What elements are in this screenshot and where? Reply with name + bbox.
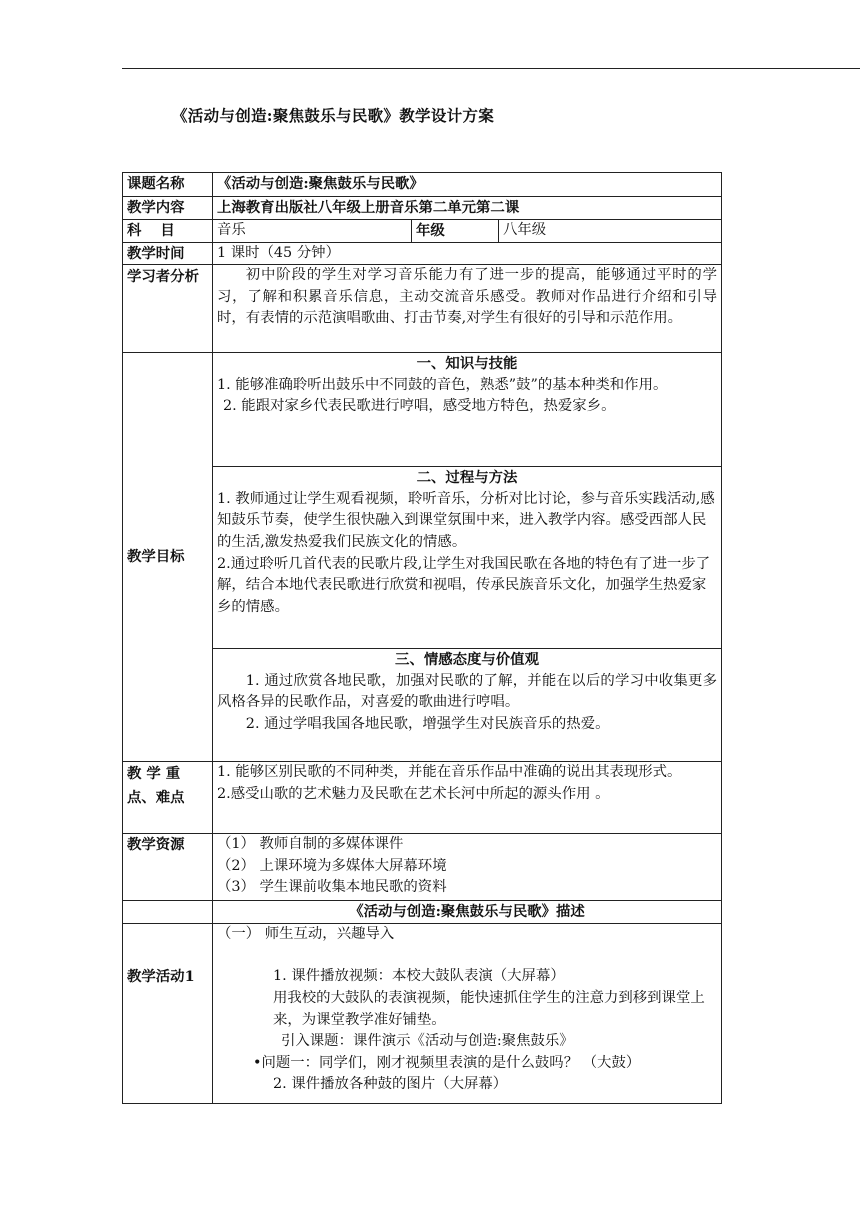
- goals-knowledge: [213, 353, 722, 467]
- resources-label: 教学资源: [123, 834, 213, 901]
- goals-process: [213, 467, 722, 649]
- learner-label: 学习者分析: [123, 265, 213, 353]
- subject-value: 音乐: [213, 219, 412, 242]
- activity1-content: [213, 923, 722, 1103]
- content-label: 教学内容: [123, 197, 213, 220]
- key-points-value: [213, 762, 722, 834]
- lesson-plan-table: [122, 172, 722, 1104]
- activity1-spacer: [217, 945, 717, 966]
- header-rule: [122, 68, 860, 69]
- goals-process-p2: 2.通过聆听几首代表的民歌片段,让学生对我国民歌在各地的特色有了进一步了解，结合本地代表民歌进行欣赏和视唱，传承民族音乐文化，加强学生热爱家乡的情感。: [217, 555, 711, 615]
- activity1-l5: •问题一：同学们，刚才视频里表演的是什么鼓吗？ （大鼓）: [253, 1054, 641, 1071]
- row-goals-1: [123, 353, 722, 467]
- time-value: 1 课时（45 分钟）: [213, 242, 722, 265]
- row-time: [123, 242, 722, 265]
- activity1-label: [123, 923, 213, 1103]
- row-subject: [123, 219, 722, 242]
- content-value: 上海教育出版社八年级上册音乐第二单元第二课: [213, 197, 722, 220]
- subject-label: 科 目: [123, 219, 213, 242]
- activity1-l3: 用我校的大鼓队的表演视频，能快速抓住学生的注意力到移到课堂上来，为课堂教学准好铺垫。: [273, 989, 705, 1028]
- activity1-l4: 引入课题：课件演示《活动与创造:聚焦鼓乐》: [281, 1033, 574, 1050]
- activity1-l6: 2. 课件播放各种鼓的图片（大屏幕）: [273, 1076, 508, 1093]
- learner-value: 初中阶段的学生对学习音乐能力有了进一步的提高，能够通过平时的学习，了解和积累音乐信息，主动交流音乐感受。教师对作品进行介绍和引导时，有表情的示范演唱歌曲、打击节奏,对学生有很好的引导和示范作用。: [213, 265, 722, 353]
- goals-knowledge-p1: 1. 能够准确聆听出鼓乐中不同鼓的音色，熟悉”鼓”的基本种类和作用。: [217, 376, 668, 393]
- row-describe-header: [123, 901, 722, 924]
- goals-label: 教学目标: [123, 353, 213, 762]
- goals-process-p1: 1. 教师通过让学生观看视频，聆听音乐，分析对比讨论，参与音乐实践活动,感知鼓乐节奏，使学生很快融入到课堂氛围中来，进入教学内容。感受西部人民的生活,激发热爱我们民族文化的情感。: [217, 490, 715, 550]
- resource-item: （3） 学生课前收集本地民歌的资料: [217, 879, 447, 896]
- key-points-label: 教 学 重 点、难点: [123, 762, 213, 834]
- row-course-name: [123, 173, 722, 197]
- key-points-p1: 1. 能够区别民歌的不同种类，并能在音乐作品中准确的说出其表现形式。: [217, 764, 682, 781]
- grade-label: 年级: [412, 219, 499, 242]
- activity1-label-text: 教学活动1: [127, 967, 195, 985]
- resource-item: （1） 教师自制的多媒体课件: [217, 836, 404, 853]
- resource-item: （2） 上课环境为多媒体大屏幕环境: [217, 857, 447, 874]
- row-goals-2: [123, 467, 722, 649]
- row-activity-1: [123, 923, 722, 1103]
- key-points-p2: 2.感受山歌的艺术魅力及民歌在艺术长河中所起的源头作用 。: [217, 785, 610, 802]
- course-name-value: 《活动与创造:聚焦鼓乐与民歌》: [213, 173, 722, 197]
- activity1-l1: （一） 师生互动，兴趣导入: [217, 925, 395, 942]
- row-content: [123, 197, 722, 220]
- row-resources: [123, 834, 722, 901]
- goals-attitude-p2: 2. 通过学唱我国各地民歌，增强学生对民族音乐的热爱。: [245, 715, 610, 732]
- row-learner: [123, 265, 722, 353]
- describe-header: 《活动与创造:聚焦鼓乐与民歌》描述: [213, 901, 722, 924]
- goals-knowledge-title: 一、知识与技能: [416, 355, 518, 373]
- goals-attitude: [213, 649, 722, 762]
- grade-value: 八年级: [499, 219, 722, 242]
- document-title: 《活动与创造:聚焦鼓乐与民歌》教学设计方案: [172, 106, 495, 125]
- course-name-label: 课题名称: [123, 173, 213, 197]
- time-label: 教学时间: [123, 242, 213, 265]
- goals-knowledge-p2: 2. 能跟对家乡代表民歌进行哼唱，感受地方特色，热爱家乡。: [223, 398, 616, 415]
- activity1-l2: 1. 课件播放视频：本校大鼓队表演（大屏幕）: [273, 968, 565, 985]
- resources-value: [213, 834, 722, 901]
- goals-attitude-p1: 1. 通过欣赏各地民歌，加强对民歌的了解，并能在以后的学习中收集更多风格各异的民歌作品，对喜爱的歌曲进行哼唱。: [217, 672, 718, 711]
- goals-attitude-title: 三、情感态度与价值观: [395, 651, 539, 669]
- row-key-points: [123, 762, 722, 834]
- describe-header-blank: [123, 901, 213, 924]
- goals-process-title: 二、过程与方法: [416, 469, 518, 487]
- row-goals-3: [123, 649, 722, 762]
